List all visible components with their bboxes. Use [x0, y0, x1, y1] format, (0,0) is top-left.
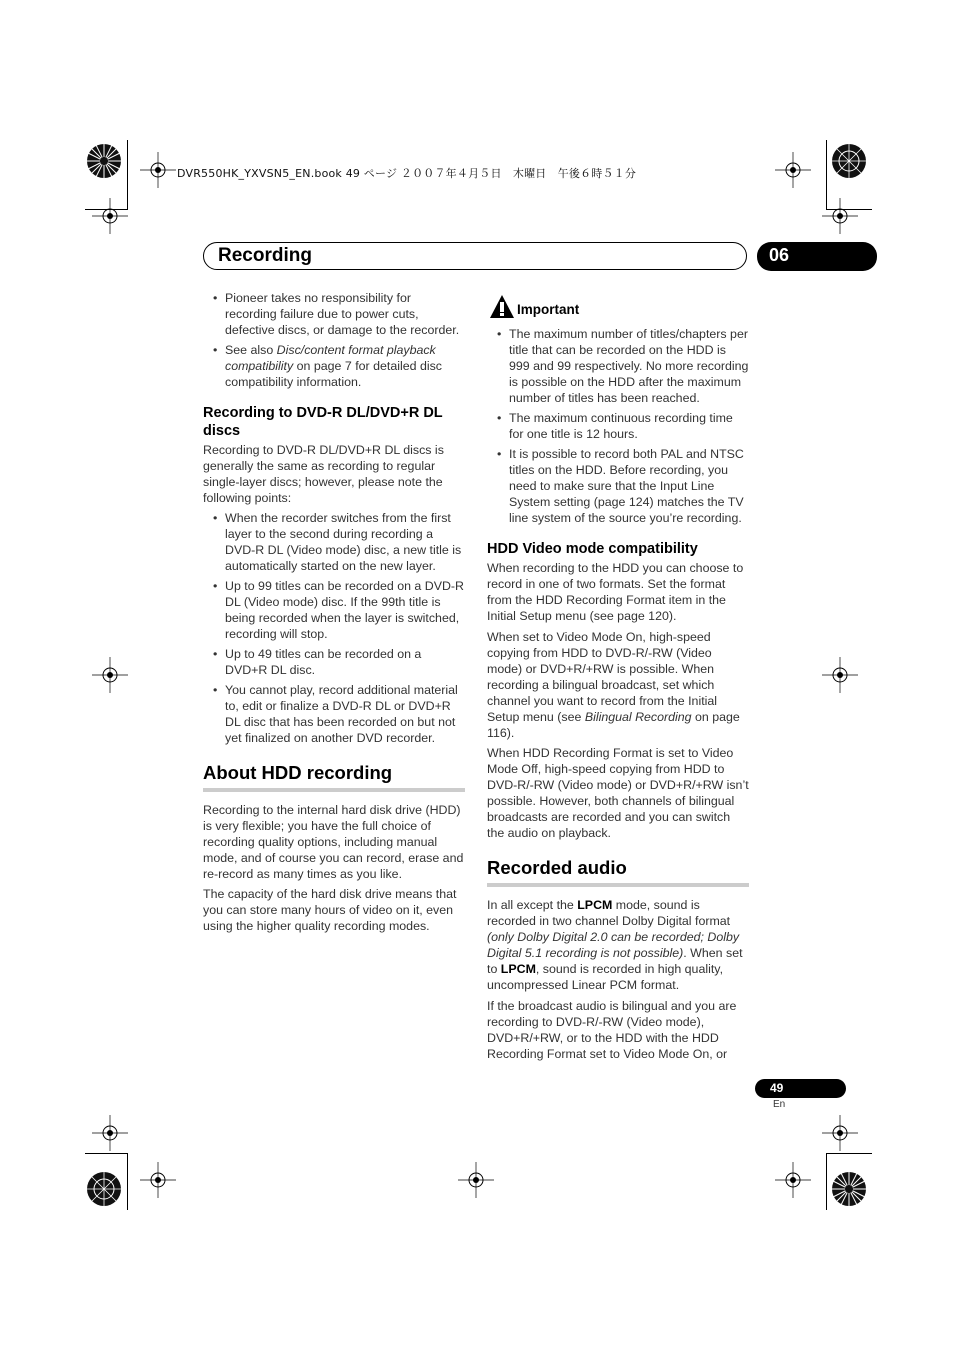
registration-wheel-icon: [831, 1171, 867, 1207]
important-bullet-list: [487, 326, 749, 526]
chapter-number: 06: [769, 245, 790, 265]
list-item: • Pioneer takes no responsibility for recording failure due to power cuts, defective discs, or damage to the recorder.: [203, 290, 465, 338]
paragraph: When set to Video Mode On, high-speed copying from HDD to DVD-R/-RW (Video mode) or DVD+R/+RW is possible. When recording a bilingual broadcast, set which channel you want to record from the Initial Setup menu (see Bilingual Recording on page 116).: [487, 630, 740, 740]
crosshair-icon: [140, 1162, 176, 1198]
dl-discs-bullet-list: [203, 510, 465, 746]
crosshair-icon: [458, 1162, 494, 1198]
hand-warning-icon: [489, 294, 515, 320]
list-item: • Up to 49 titles can be recorded on a DVD+R DL disc.: [203, 646, 465, 678]
section-header: [203, 242, 747, 270]
paragraph: If the broadcast audio is bilingual and you are recording to DVD-R/-RW (Video mode), DVD+R/+RW, or to the HDD with the HDD Recording Format set to Video Mode On, or: [487, 999, 737, 1061]
crosshair-icon: [92, 657, 128, 693]
paragraph: When HDD Recording Format is set to Video Mode Off, high-speed copying from HDD to DVD-R/-RW (Video mode) or DVD+R/+RW isn’t possible. However, both channels of bilingual broadcasts are recorded and you can switch the audio on playback.: [487, 746, 749, 840]
cross-reference: Disc/content format playback compatibility: [225, 343, 436, 373]
cross-reference: Bilingual Recording: [584, 710, 692, 724]
right-column: [487, 300, 749, 1066]
list-item: • Up to 99 titles can be recorded on a DVD-R DL (Video mode) disc. If the 99th title is being recorded when the layer is switched, recording will stop.: [203, 578, 465, 642]
paragraph: Recording to the internal hard disk drive (HDD) is very flexible; you have the full choice of recording quality options, including manual mode, and of course you can record, erase and re-record as many times as you like.: [203, 803, 464, 881]
recorded-audio-heading: Recorded audio: [487, 857, 749, 887]
left-column: [203, 290, 465, 938]
list-item: • The maximum number of titles/chapters per title that can be recorded on the HDD is 999 and 99 respectively. No more recording is possible on the HDD after the maximum number of titles has been reached.: [487, 326, 749, 406]
print-metadata: DVR550HK_YXVSN5_EN.book 49 ページ ２００７年４月５日 木曜日 午後６時５１分: [177, 167, 637, 180]
page-number-badge: [755, 1079, 846, 1098]
registration-wheel-icon: [86, 143, 122, 179]
about-hdd-heading: About HDD recording: [203, 762, 465, 792]
crosshair-icon: [92, 1115, 128, 1151]
intro-bullet-list: [203, 290, 465, 390]
paragraph: When recording to the HDD you can choose to record in one of two formats. Set the format from the HDD Recording Format item in the Initial Setup menu (see page 120).: [487, 561, 744, 623]
crosshair-icon: [775, 152, 811, 188]
list-item: • When the recorder switches from the first layer to the second during recording a DVD-R DL (Video mode) disc, a new title is automatically started on the new layer.: [203, 510, 465, 574]
list-item: • See also Disc/content format playback compatibility on page 7 for detailed disc compatibility information.: [203, 342, 465, 390]
paragraph: In all except the LPCM mode, sound is recorded in two channel Dolby Digital format (only Dolby Digital 2.0 can be recorded; Dolby Digital 5.1 recording is not possible). When set to LPCM, sound is recorded in high quality, uncompressed Linear PCM format.: [487, 898, 743, 992]
crosshair-icon: [822, 657, 858, 693]
crosshair-icon: [822, 198, 858, 234]
list-item: • You cannot play, record additional material to, edit or finalize a DVD-R DL or DVD+R DL disc that has been recorded on but not yet finalized on another DVD recorder.: [203, 682, 465, 746]
paragraph: The capacity of the hard disk drive means that you can store many hours of video on it, even using the higher quality recording modes.: [203, 887, 457, 933]
crosshair-icon: [822, 1115, 858, 1151]
language-label: En: [773, 1099, 786, 1110]
registration-wheel-icon: [86, 1171, 122, 1207]
dl-discs-heading: Recording to DVD-R DL/DVD+R DL discs: [203, 405, 443, 439]
crosshair-icon: [775, 1162, 811, 1198]
dl-discs-intro: Recording to DVD-R DL/DVD+R DL discs is generally the same as recording to regular single-layer discs; however, please note the following points:: [203, 443, 444, 505]
chapter-tab: [757, 242, 877, 271]
video-mode-heading: HDD Video mode compatibility: [487, 541, 698, 557]
list-item: • It is possible to record both PAL and NTSC titles on the HDD. Before recording, you need to make sure that the Input Line System setting (page 124) matches the TV line system of the source you’re recording.: [487, 446, 749, 526]
important-notice-heading: Important: [487, 300, 749, 326]
crosshair-icon: [92, 198, 128, 234]
registration-wheel-icon: [831, 143, 867, 179]
page-number: 49: [770, 1081, 784, 1095]
section-title: Recording: [218, 245, 312, 266]
list-item: • The maximum continuous recording time for one title is 12 hours.: [487, 410, 749, 442]
crosshair-icon: [140, 152, 176, 188]
